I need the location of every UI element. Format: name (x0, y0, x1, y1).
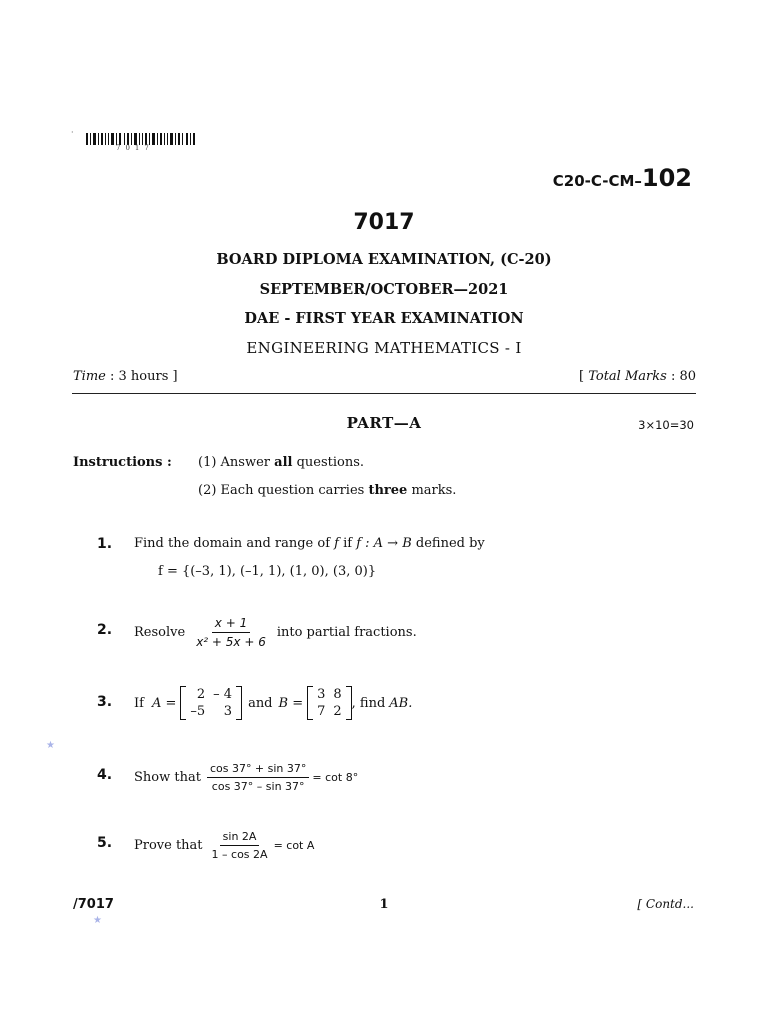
question-5-text (134, 826, 314, 864)
q5-denominator: 1 – cos 2A (211, 847, 268, 861)
question-3-text (134, 684, 412, 722)
exam-session: SEPTEMBER/OCTOBER—2021 (259, 281, 509, 298)
total-marks-label: Total Marks (588, 369, 667, 384)
matrix-b-cell: 8 (333, 687, 342, 702)
question-1-set: f = {(–3, 1), (–1, 1), (1, 0), (3, 0)} (158, 564, 377, 579)
instruction-2-text: (2) Each question carries (198, 483, 369, 498)
q3-var-b: B = (278, 695, 304, 711)
q1-text-b: if (338, 536, 357, 551)
question-4-number: 4. (97, 767, 113, 783)
q1-var-f: f (334, 536, 339, 551)
matrix-a-cell: – 4 (213, 687, 233, 702)
q4-numerator: cos 37° + sin 37° (207, 762, 309, 778)
matrix-a (180, 686, 242, 720)
q2-numerator: x + 1 (212, 616, 250, 633)
instructions-label: Instructions : (73, 455, 172, 470)
q1-mapping: f : A → B (356, 536, 412, 551)
question-5-number: 5. (97, 835, 113, 851)
time-label: Time (73, 369, 106, 384)
instruction-2 (198, 483, 456, 498)
matrix-a-cell: 3 (223, 704, 233, 719)
exam-title: BOARD DIPLOMA EXAMINATION, (C-20) (216, 251, 552, 268)
header-divider (72, 393, 696, 394)
matrix-b (307, 686, 352, 720)
q1-text-c: defined by (411, 536, 485, 551)
time-allowed (73, 369, 178, 384)
q3-text-if: If (134, 695, 144, 711)
total-marks: [ Total Marks : 80 (579, 369, 696, 384)
q4-denominator: cos 37° – sin 37° (211, 779, 305, 793)
total-marks-value: : 80 (670, 369, 696, 384)
time-value: : 3 hours ] (110, 369, 178, 384)
q3-var-a: A = (151, 695, 177, 711)
instruction-1-text: (1) Answer (198, 455, 275, 470)
star-mark: ★ (46, 740, 55, 751)
q5-rhs: = cot A (273, 838, 315, 852)
question-1-number: 1. (97, 536, 113, 552)
q4-fraction (207, 762, 309, 793)
q3-var-ab: AB. (389, 695, 413, 711)
q2-text-b: into partial fractions. (276, 624, 417, 640)
matrix-b-cell: 7 (317, 704, 326, 719)
q3-text-find: , find (351, 695, 386, 711)
q2-fraction (193, 616, 269, 649)
star-mark: ★ (93, 915, 102, 926)
q4-text-a: Show that (134, 769, 201, 785)
paper-code: 7017 (353, 210, 415, 235)
question-1-text (134, 536, 485, 551)
question-2-number: 2. (97, 622, 113, 638)
instruction-1-emphasis: all (274, 455, 293, 470)
q5-fraction (209, 830, 271, 861)
matrix-b-cell: 3 (317, 687, 326, 702)
course-code-number: 102 (641, 164, 692, 192)
instruction-2-emphasis: three (368, 483, 408, 498)
instruction-1-end: questions. (292, 455, 365, 470)
subject-title: ENGINEERING MATHEMATICS - I (246, 339, 522, 357)
q4-rhs: = cot 8° (312, 770, 359, 784)
q2-denominator: x² + 5x + 6 (196, 634, 266, 649)
matrix-b-cell: 2 (333, 704, 342, 719)
question-3-number: 3. (97, 694, 113, 710)
instruction-2-end: marks. (407, 483, 457, 498)
question-2-text (134, 613, 417, 651)
question-4-text (134, 758, 358, 796)
exam-year-heading: DAE - FIRST YEAR EXAMINATION (244, 310, 524, 327)
part-marks: 3×10=30 (638, 418, 694, 432)
continued-note: [ Contd... (637, 897, 694, 911)
instruction-1 (198, 455, 364, 470)
q3-text-and: and (248, 695, 273, 711)
part-title: PART—A (346, 414, 422, 432)
q2-text-a: Resolve (134, 624, 186, 640)
barcode-number: 7017 (116, 144, 154, 152)
page-number: 1 (379, 897, 389, 912)
q1-text-a: Find the domain and range of (134, 536, 335, 551)
barcode-dot: · (71, 128, 74, 137)
course-code (553, 164, 692, 192)
course-code-prefix: C20-C-CM– (552, 172, 642, 190)
footer-paper-code: /7017 (73, 897, 114, 912)
q5-numerator: sin 2A (220, 830, 260, 846)
matrix-a-cell: 2 (196, 687, 206, 702)
q5-text-a: Prove that (134, 837, 203, 853)
matrix-a-cell: –5 (190, 704, 206, 719)
